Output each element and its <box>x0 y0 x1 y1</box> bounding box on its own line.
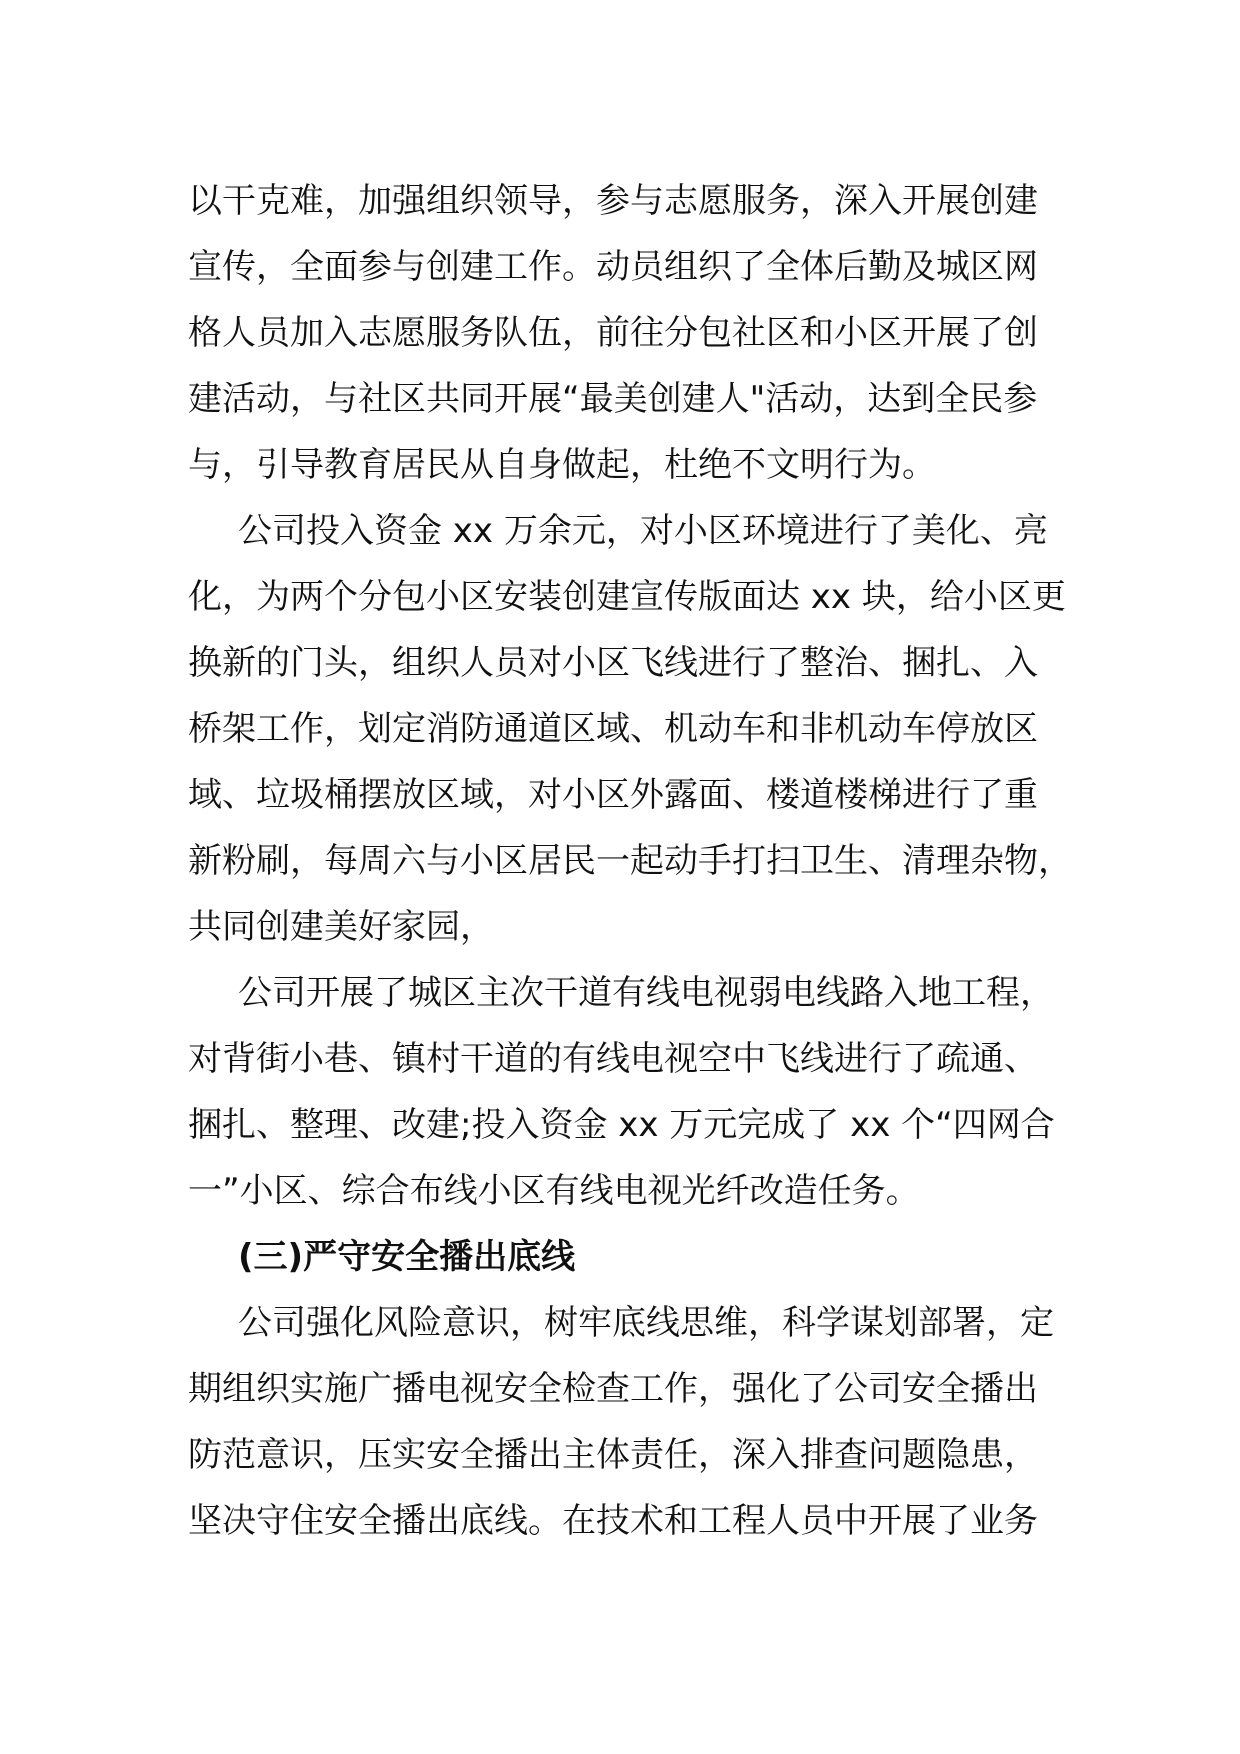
text-line: 期组织实施广播电视安全检查工作，强化了公司安全播出 <box>188 1369 1038 1409</box>
paragraph-4 <box>188 1290 1058 1554</box>
text-line: 一”小区、综合布线小区有线电视光纤改造任务。 <box>188 1171 920 1211</box>
text-line: 格人员加入志愿服务队伍，前往分包社区和小区开展了创 <box>188 313 1038 353</box>
text-line: 建活动，与社区共同开展“最美创建人"活动，达到全民参 <box>188 379 1038 419</box>
text-line: 桥架工作，划定消防通道区域、机动车和非机动车停放区 <box>188 709 1038 749</box>
text-line: 共同创建美好家园， <box>188 907 494 947</box>
text-line: 域、垃圾桶摆放区域，对小区外露面、楼道楼梯进行了重 <box>188 775 1038 815</box>
section-heading: (三)严守安全播出底线 <box>238 1237 576 1277</box>
text-line: 换新的门头，组织人员对小区飞线进行了整治、捆扎、入 <box>188 643 1038 683</box>
text-line: 坚决守住安全播出底线。在技术和工程人员中开展了业务 <box>188 1501 1038 1541</box>
text-line: 新粉刷，每周六与小区居民一起动手打扫卫生、清理杂物， <box>188 841 1072 881</box>
text-line: 捆扎、整理、改建;投入资金 xx 万元完成了 xx 个“四网合 <box>188 1105 1055 1145</box>
paragraph-2 <box>188 498 1072 960</box>
text-line: 化，为两个分包小区安装创建宣传版面达 xx 块，给小区更 <box>188 577 1066 617</box>
text-line: 以干克难，加强组织领导，参与志愿服务，深入开展创建 <box>188 181 1038 221</box>
text-line: 对背街小巷、镇村干道的有线电视空中飞线进行了疏通、 <box>188 1039 1038 1079</box>
paragraph-1 <box>188 168 1058 498</box>
text-line: 防范意识，压实安全播出主体责任，深入排查问题隐患， <box>188 1435 1038 1475</box>
text-line: 公司开展了城区主次干道有线电视弱电线路入地工程， <box>238 973 1054 1013</box>
text-line: 与，引导教育居民从自身做起，杜绝不文明行为。 <box>188 445 936 485</box>
text-line: 公司强化风险意识，树牢底线思维，科学谋划部署，定 <box>238 1303 1054 1343</box>
document-body <box>188 168 1072 1554</box>
paragraph-3 <box>188 960 1058 1224</box>
text-line: 公司投入资金 xx 万余元，对小区环境进行了美化、亮 <box>238 511 1048 551</box>
text-line: 宣传，全面参与创建工作。动员组织了全体后勤及城区网 <box>188 247 1038 287</box>
